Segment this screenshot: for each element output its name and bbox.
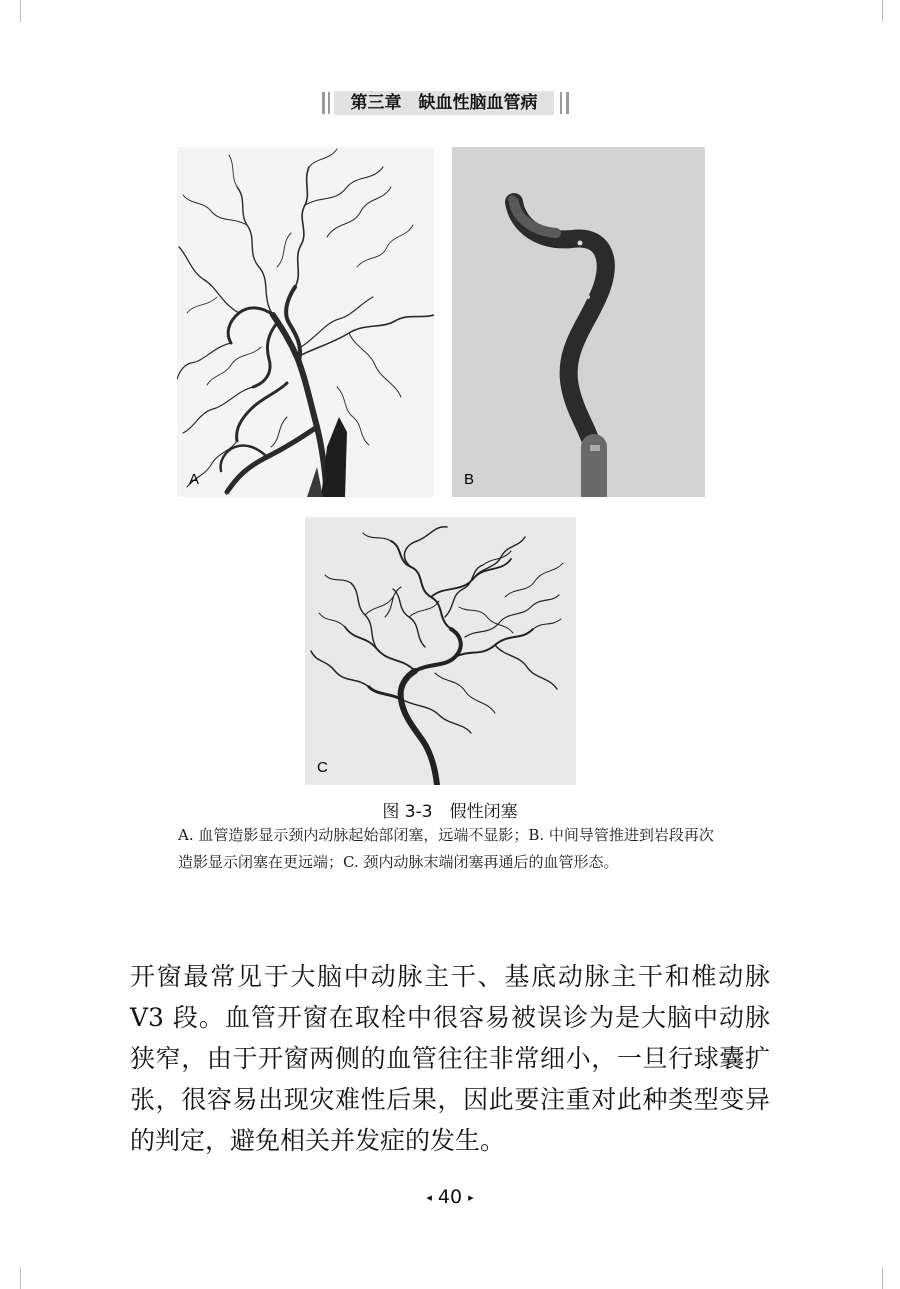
corner-mark-bottom-left: [20, 1267, 21, 1289]
header-bar-right-thin: [560, 92, 562, 114]
running-header: [322, 88, 570, 118]
header-bar-right: [566, 92, 569, 114]
panel-label-c: C: [317, 759, 328, 776]
angiogram-image-b: [452, 147, 705, 497]
panel-label-a: A: [189, 471, 200, 488]
body-paragraph: 开窗最常见于大脑中动脉主干、基底动脉主干和椎动脉 V3 段。血管开窗在取栓中很容易被误诊为是大脑中动脉狭窄，由于开窗两侧的血管往往非常细小，一旦行球囊扩张，很容易出现灾难性后果，因此要注重对此种类型变异的判定，避免相关并发症的发生。: [130, 962, 770, 1155]
chapter-title: 第三章 缺血性脑血管病: [350, 93, 538, 113]
corner-mark-top-right: [882, 0, 883, 22]
angiogram-panel-c: [305, 517, 576, 785]
page-number: 40: [437, 1186, 463, 1208]
corner-mark-top-left: [20, 0, 21, 22]
page-left-arrow-icon: ◂: [426, 1191, 432, 1204]
header-bar-left-thin: [328, 92, 330, 114]
figure-caption: A. 血管造影显示颈内动脉起始部闭塞，远端不显影；B. 中间导管推进到岩段再次造影显示闭塞在更远端；C. 颈内动脉末端闭塞再通后的血管形态。: [178, 826, 714, 871]
corner-mark-bottom-right: [882, 1267, 883, 1289]
angiogram-panel-a: [177, 147, 434, 497]
angiogram-image-c: [305, 517, 576, 785]
figure-title: 图 3-3 假性闭塞: [382, 802, 518, 822]
angiogram-panel-b: [452, 147, 705, 497]
panel-label-b: B: [464, 471, 475, 488]
page-footer: [0, 1186, 900, 1208]
page-right-arrow-icon: ▸: [468, 1191, 474, 1204]
header-bar-left: [322, 92, 325, 114]
angiogram-image-a: [177, 147, 434, 497]
